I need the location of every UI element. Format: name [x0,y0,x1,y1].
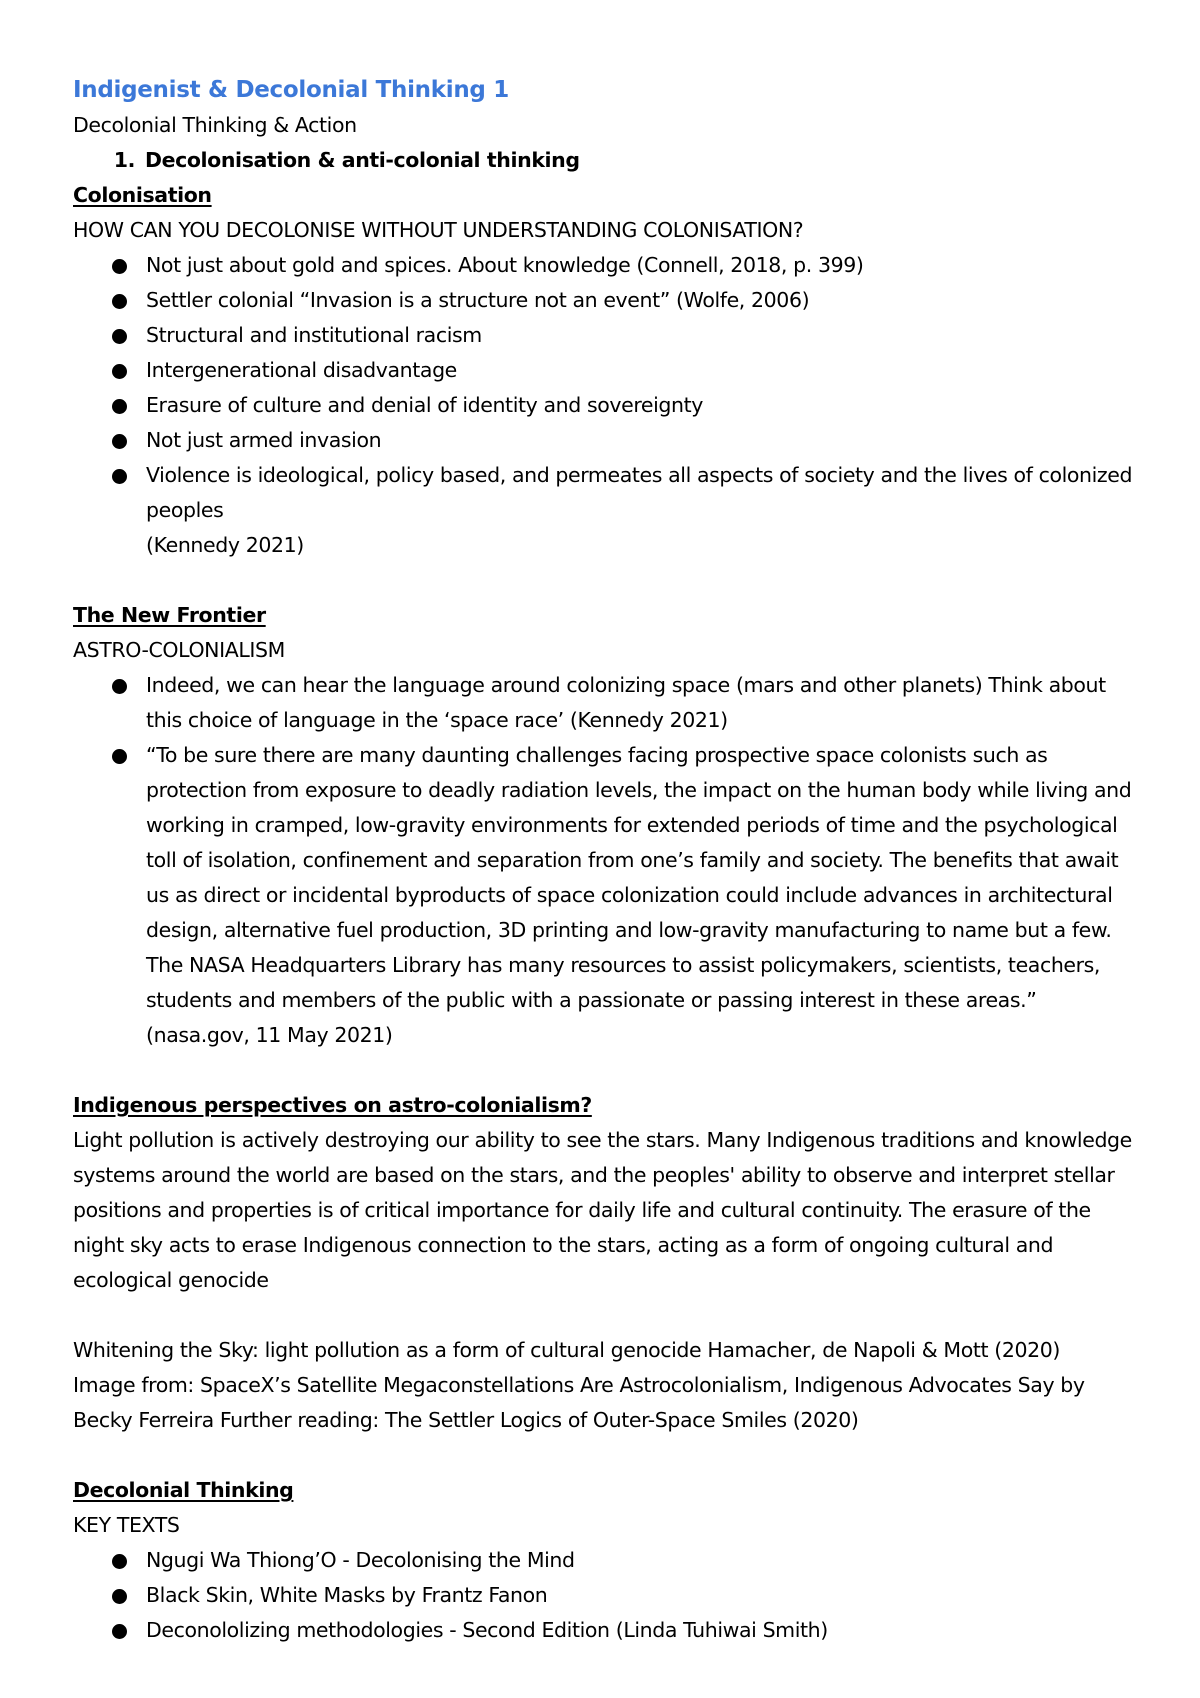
decolonial-heading: Decolonial Thinking [73,1478,294,1502]
bullet-icon [73,1543,146,1578]
frontier-bullet-list [73,668,1140,1053]
bullet-item: Structural and institutional racism [73,318,1140,353]
colonisation-heading: Colonisation [73,183,212,207]
bullet-item: Ngugi Wa Thiong’O - Decolonising the Mind [73,1543,1140,1578]
bullet-icon [73,283,146,318]
bullet-item: Intergenerational disadvantage [73,353,1140,388]
bullet-icon [73,318,146,353]
colonisation-question: HOW CAN YOU DECOLONISE WITHOUT UNDERSTANDING COLONISATION? [73,218,804,242]
frontier-subheading: ASTRO-COLONIALISM [73,638,285,662]
bullet-icon [73,353,146,388]
decolonial-subheading: KEY TEXTS [73,1513,180,1537]
list-item-text: Decolonisation & anti-colonial thinking [145,148,580,172]
bullet-item: Not just armed invasion [73,423,1140,458]
frontier-heading: The New Frontier [73,603,266,627]
reference-line: Whitening the Sky: light pollution as a form of cultural genocide Hamacher, de Napoli & Mott (2020) [73,1338,1060,1362]
numbered-list-item [73,143,1140,178]
bullet-icon [73,1578,146,1613]
bullet-icon [73,458,146,563]
reference-line: Image from: SpaceX’s Satellite Megaconstellations Are Astrocolonialism, Indigenous Advocates Say by Becky Ferreira Further reading: The Settler Logics of Outer-Space Smiles (2020) [73,1373,1085,1432]
document-title: Indigenist & Decolonial Thinking 1 [73,77,509,103]
bullet-icon [73,388,146,423]
bullet-icon [73,423,146,458]
bullet-item: Indeed, we can hear the language around colonizing space (mars and other planets) Think about this choice of language in the ‘space race’ (Kennedy 2021) [73,668,1140,738]
bullet-icon [73,248,146,283]
indigenous-heading: Indigenous perspectives on astro-colonialism? [73,1093,592,1117]
bullet-text: Violence is ideological, policy based, and permeates all aspects of society and the lives of colonized peoples [146,463,1133,522]
list-number: 1. [113,148,135,172]
bullet-item: Settler colonial “Invasion is a structure not an event” (Wolfe, 2006) [73,283,1140,318]
indigenous-paragraph: Light pollution is actively destroying our ability to see the stars. Many Indigenous traditions and knowledge systems around the world are based on the stars, and the peoples' ability to observe and interpret stellar positions and properties is of critical importance for daily life and cultural continuity. The erasure of the night sky acts to erase Indigenous connection to the stars, acting as a form of ongoing cultural and ecological genocide [73,1128,1132,1292]
bullet-item: “To be sure there are many daunting challenges facing prospective space colonists such as protection from exposure to deadly radiation levels, the impact on the human body while living and working in cramped, low-gravity environments for extended periods of time and the psychological toll of isolation, confinement and separation from one’s family and society. The benefits that await us as direct or incidental byproducts of space colonization could include advances in architectural design, alternative fuel production, 3D printing and low-gravity manufacturing to name but a few. The NASA Headquarters Library has many resources to assist policymakers, scientists, teachers, students and members of the public with a passionate or passing interest in these areas.” (nasa.gov, 11 May 2021) [73,738,1140,1053]
key-texts-bullet-list [73,1543,1140,1648]
bullet-icon [73,1613,146,1648]
citation: (Kennedy 2021) [146,533,304,557]
bullet-item: Not just about gold and spices. About knowledge (Connell, 2018, p. 399) [73,248,1140,283]
bullet-item: Deconololizing methodologies - Second Edition (Linda Tuhiwai Smith) [73,1613,1140,1648]
bullet-item [73,458,1140,563]
bullet-icon [73,738,146,1053]
bullet-icon [73,668,146,738]
bullet-item: Black Skin, White Masks by Frantz Fanon [73,1578,1140,1613]
bullet-item: Erasure of culture and denial of identity and sovereignty [73,388,1140,423]
document-subtitle: Decolonial Thinking & Action [73,113,357,137]
colonisation-bullet-list [73,248,1140,563]
